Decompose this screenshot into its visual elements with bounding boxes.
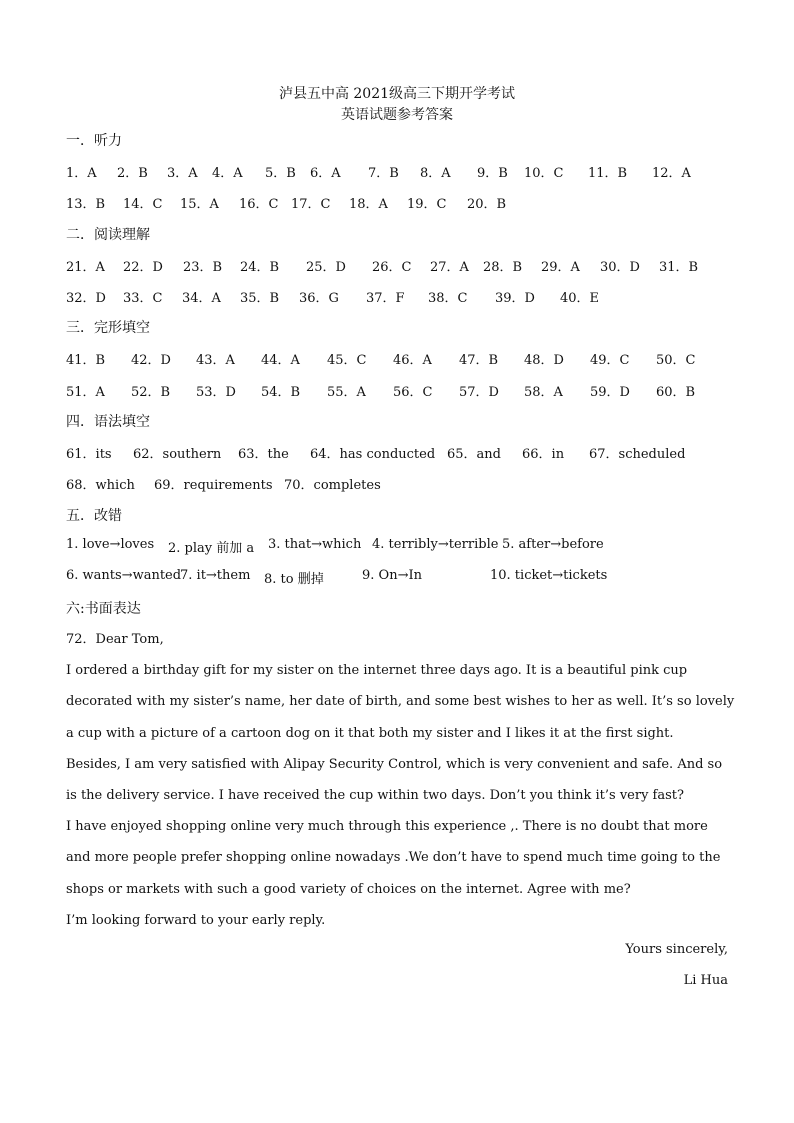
document-title: 泸县五中高 2021级高三下期开学考试 (278, 86, 516, 102)
answer-item: 2. play 前加 a (168, 541, 255, 556)
section-reading-heading: 二．阅读理解 (66, 227, 150, 243)
answer-item: 9. On→In (362, 568, 422, 583)
listening-answers-row-1 (66, 162, 746, 180)
answer-item: 67．scheduled (589, 447, 686, 462)
essay-paragraph: Besides, I am very satisfied with Alipay Security Control, which is very convenient and safe. And so is the delivery service. I have received the cup within two days. Don’t you think it’s very fast? (66, 756, 723, 804)
answer-item: 61．its (66, 447, 112, 462)
answer-item: 24．B (240, 260, 280, 275)
answer-item: 66．in (522, 447, 565, 462)
answer-item: 48．D (524, 353, 564, 368)
answer-item: 2．B (117, 166, 148, 181)
answer-item: 68．which (66, 478, 135, 493)
answer-item: 7．B (368, 166, 399, 181)
answer-item: 14．C (123, 197, 163, 212)
cloze-answers-row-2 (66, 381, 746, 399)
answer-item: 18．A (349, 197, 388, 212)
reading-answers-row-1 (66, 256, 746, 274)
answer-item: 64．has conducted (310, 447, 436, 462)
answer-item: 6．A (310, 166, 341, 181)
section-cloze-heading: 三．完形填空 (66, 320, 150, 336)
answer-item: 35．B (240, 291, 280, 306)
answer-item: 44．A (261, 353, 300, 368)
answer-item: 43．A (196, 353, 235, 368)
model-essay (66, 624, 736, 936)
answer-item: 8．A (420, 166, 451, 181)
grammar-answers-row-1 (66, 443, 746, 461)
reading-answers-row-2 (66, 287, 746, 305)
answer-item: 10. ticket→tickets (490, 568, 608, 583)
essay-paragraph: I have enjoyed shopping online very much through this experience ,. There is no doubt that more and more people prefer shopping online nowadays .We don’t have to spend much time going to the shops or markets with such a good variety of choices on the internet. Agree with me? (66, 819, 721, 897)
answer-item: 5．B (265, 166, 296, 181)
answer-item: 33．C (123, 291, 163, 306)
answer-item: 7. it→them (180, 568, 251, 583)
answer-item: 5. after→before (502, 537, 604, 552)
section-correction-heading: 五．改错 (66, 508, 122, 524)
answer-item: 1. love→loves (66, 537, 155, 552)
answer-item: 19．C (407, 197, 447, 212)
section-writing-heading: 六:书面表达 (66, 601, 141, 617)
answer-item: 46．A (393, 353, 432, 368)
answer-item: 28．B (483, 260, 523, 275)
answer-item: 30．D (600, 260, 640, 275)
document-subtitle: 英语试题参考答案 (341, 107, 453, 123)
grammar-answers-row-2 (66, 474, 746, 492)
answer-item: 12．A (652, 166, 691, 181)
correction-answers-row-2 (66, 568, 746, 586)
answer-item: 15．A (180, 197, 219, 212)
answer-item: 26．C (372, 260, 412, 275)
answer-item: 34．A (182, 291, 221, 306)
answer-item: 29．A (541, 260, 580, 275)
essay-closing: Yours sincerely, (625, 942, 728, 957)
answer-item: 39．D (495, 291, 535, 306)
answer-item: 62．southern (133, 447, 222, 462)
answer-item: 49．C (590, 353, 630, 368)
answer-item: 16．C (239, 197, 279, 212)
essay-paragraph: I ordered a birthday gift for my sister on the internet three days ago. It is a beautiful pink cup decorated with my sister’s name, her date of birth, and some best wishes to her as well. It’s so lovely a cup with a picture of a cartoon dog on it that both my sister and I likes it at the first sight. (66, 663, 735, 741)
essay-paragraph: I’m looking forward to your early reply. (66, 912, 326, 928)
essay-signature: Li Hua (683, 973, 728, 988)
answer-item: 38．C (428, 291, 468, 306)
answer-item: 50．C (656, 353, 696, 368)
essay-greeting: 72．Dear Tom, (66, 632, 164, 647)
answer-item: 51．A (66, 385, 105, 400)
cloze-answers-row-1 (66, 349, 746, 367)
answer-item: 9．B (477, 166, 508, 181)
listening-answers-row-2 (66, 193, 746, 211)
answer-item: 11．B (588, 166, 628, 181)
answer-item: 69．requirements (154, 478, 273, 493)
answer-item: 55．A (327, 385, 366, 400)
answer-item: 8. to 删掉 (264, 572, 324, 587)
section-listening-heading: 一．听力 (66, 133, 122, 149)
answer-item: 59．D (590, 385, 630, 400)
answer-item: 60．B (656, 385, 696, 400)
answer-item: 63．the (238, 447, 289, 462)
answer-item: 32．D (66, 291, 106, 306)
answer-item: 42．D (131, 353, 171, 368)
answer-item: 20．B (467, 197, 507, 212)
answer-item: 65．and (447, 447, 501, 462)
answer-item: 25．D (306, 260, 346, 275)
answer-item: 56．C (393, 385, 433, 400)
answer-item: 4. terribly→terrible (372, 537, 499, 552)
correction-answers-row-1 (66, 537, 746, 555)
answer-item: 3. that→which (268, 537, 362, 552)
answer-item: 53．D (196, 385, 236, 400)
answer-item: 1．A (66, 166, 97, 181)
answer-item: 13．B (66, 197, 106, 212)
answer-item: 21．A (66, 260, 105, 275)
answer-item: 17．C (291, 197, 331, 212)
answer-item: 58．A (524, 385, 563, 400)
answer-item: 4．A (212, 166, 243, 181)
answer-item: 36．G (299, 291, 339, 306)
answer-item: 45．C (327, 353, 367, 368)
answer-item: 22．D (123, 260, 163, 275)
answer-item: 27．A (430, 260, 469, 275)
answer-item: 31．B (659, 260, 699, 275)
answer-item: 23．B (183, 260, 223, 275)
answer-item: 47．B (459, 353, 499, 368)
answer-item: 3．A (167, 166, 198, 181)
answer-item: 52．B (131, 385, 171, 400)
answer-item: 40．E (560, 291, 600, 306)
section-grammar-heading: 四．语法填空 (66, 414, 150, 430)
answer-item: 6. wants→wanted (66, 568, 182, 583)
answer-item: 10．C (524, 166, 564, 181)
answer-item: 57．D (459, 385, 499, 400)
answer-item: 54．B (261, 385, 301, 400)
answer-item: 70．completes (284, 478, 381, 493)
answer-item: 41．B (66, 353, 106, 368)
answer-item: 37．F (366, 291, 405, 306)
